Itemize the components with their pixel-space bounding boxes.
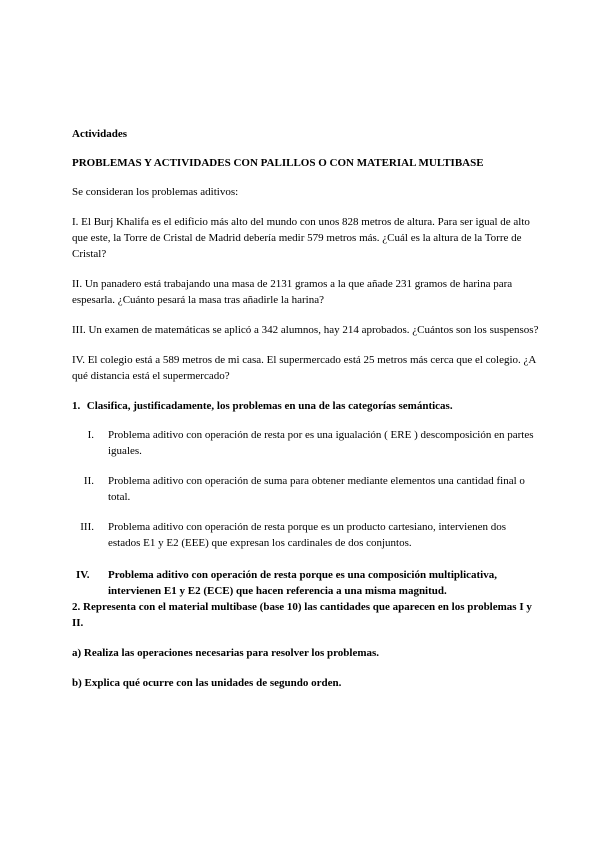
problem-4: IV. El colegio está a 589 metros de mi casa. El supermercado está 25 metros más cerca que el colegio. ¿A qué distancia está el supermercado? [72,354,536,382]
question-2: 2. Representa con el material multibase (base 10) las cantidades que aparecen en los problemas I y II. [72,601,532,629]
problem-1: I. El Burj Khalifa es el edificio más alto del mundo con unos 828 metros de altura. Para ser igual de alto que este, la Torre de Cristal de Madrid debería medir 579 metros más. ¿Cuál es la altura de la Torre de Cristal? [72,216,530,260]
document-title: Actividades [72,128,127,140]
question-1 [72,398,540,414]
problem-2: II. Un panadero está trabajando una masa de 2131 gramos a la que añade 231 gramos de harina para espesarla. ¿Cuánto pesará la masa tras añadirle la harina? [72,278,513,306]
question-a: a) Realiza las operaciones necesarias para resolver los problemas. [72,647,380,659]
answer-item [72,567,540,599]
answer-text: Problema aditivo con operación de resta porque es un producto cartesiano, intervienen dos estados E1 y E2 (EEE) que expresan los cardinales de dos conjuntos. [108,521,507,549]
answer-item [72,473,540,505]
answer-numeral: I. [87,429,94,441]
question-1-text: Clasifica, justificadamente, los problemas en una de las categorías semánticas. [86,400,453,412]
answer-text: Problema aditivo con operación de suma para obtener mediante elementos una cantidad final o total. [108,475,525,503]
answer-item [72,519,540,551]
answer-numeral: IV. [76,569,90,581]
answer-item [72,427,540,459]
section-heading: PROBLEMAS Y ACTIVIDADES CON PALILLOS O CON MATERIAL MULTIBASE [72,157,484,169]
document-page [72,126,540,691]
problem-3: III. Un examen de matemáticas se aplicó a 342 alumnos, hay 214 aprobados. ¿Cuántos son los suspensos? [72,324,539,336]
answer-text: Problema aditivo con operación de resta porque es una composición multiplicativa, intervienen E1 y E2 (ECE) que hacen referencia a una misma magnitud. [108,569,497,597]
answer-text: Problema aditivo con operación de resta por es una igualación ( ERE ) descomposición en partes iguales. [108,429,534,457]
answer-numeral: III. [80,521,94,533]
intro-text: Se consideran los problemas aditivos: [72,186,239,198]
answer-numeral: II. [83,475,94,487]
question-b: b) Explica qué ocurre con las unidades de segundo orden. [72,677,342,689]
question-1-number: 1. [72,400,81,412]
answer-list [72,427,540,599]
